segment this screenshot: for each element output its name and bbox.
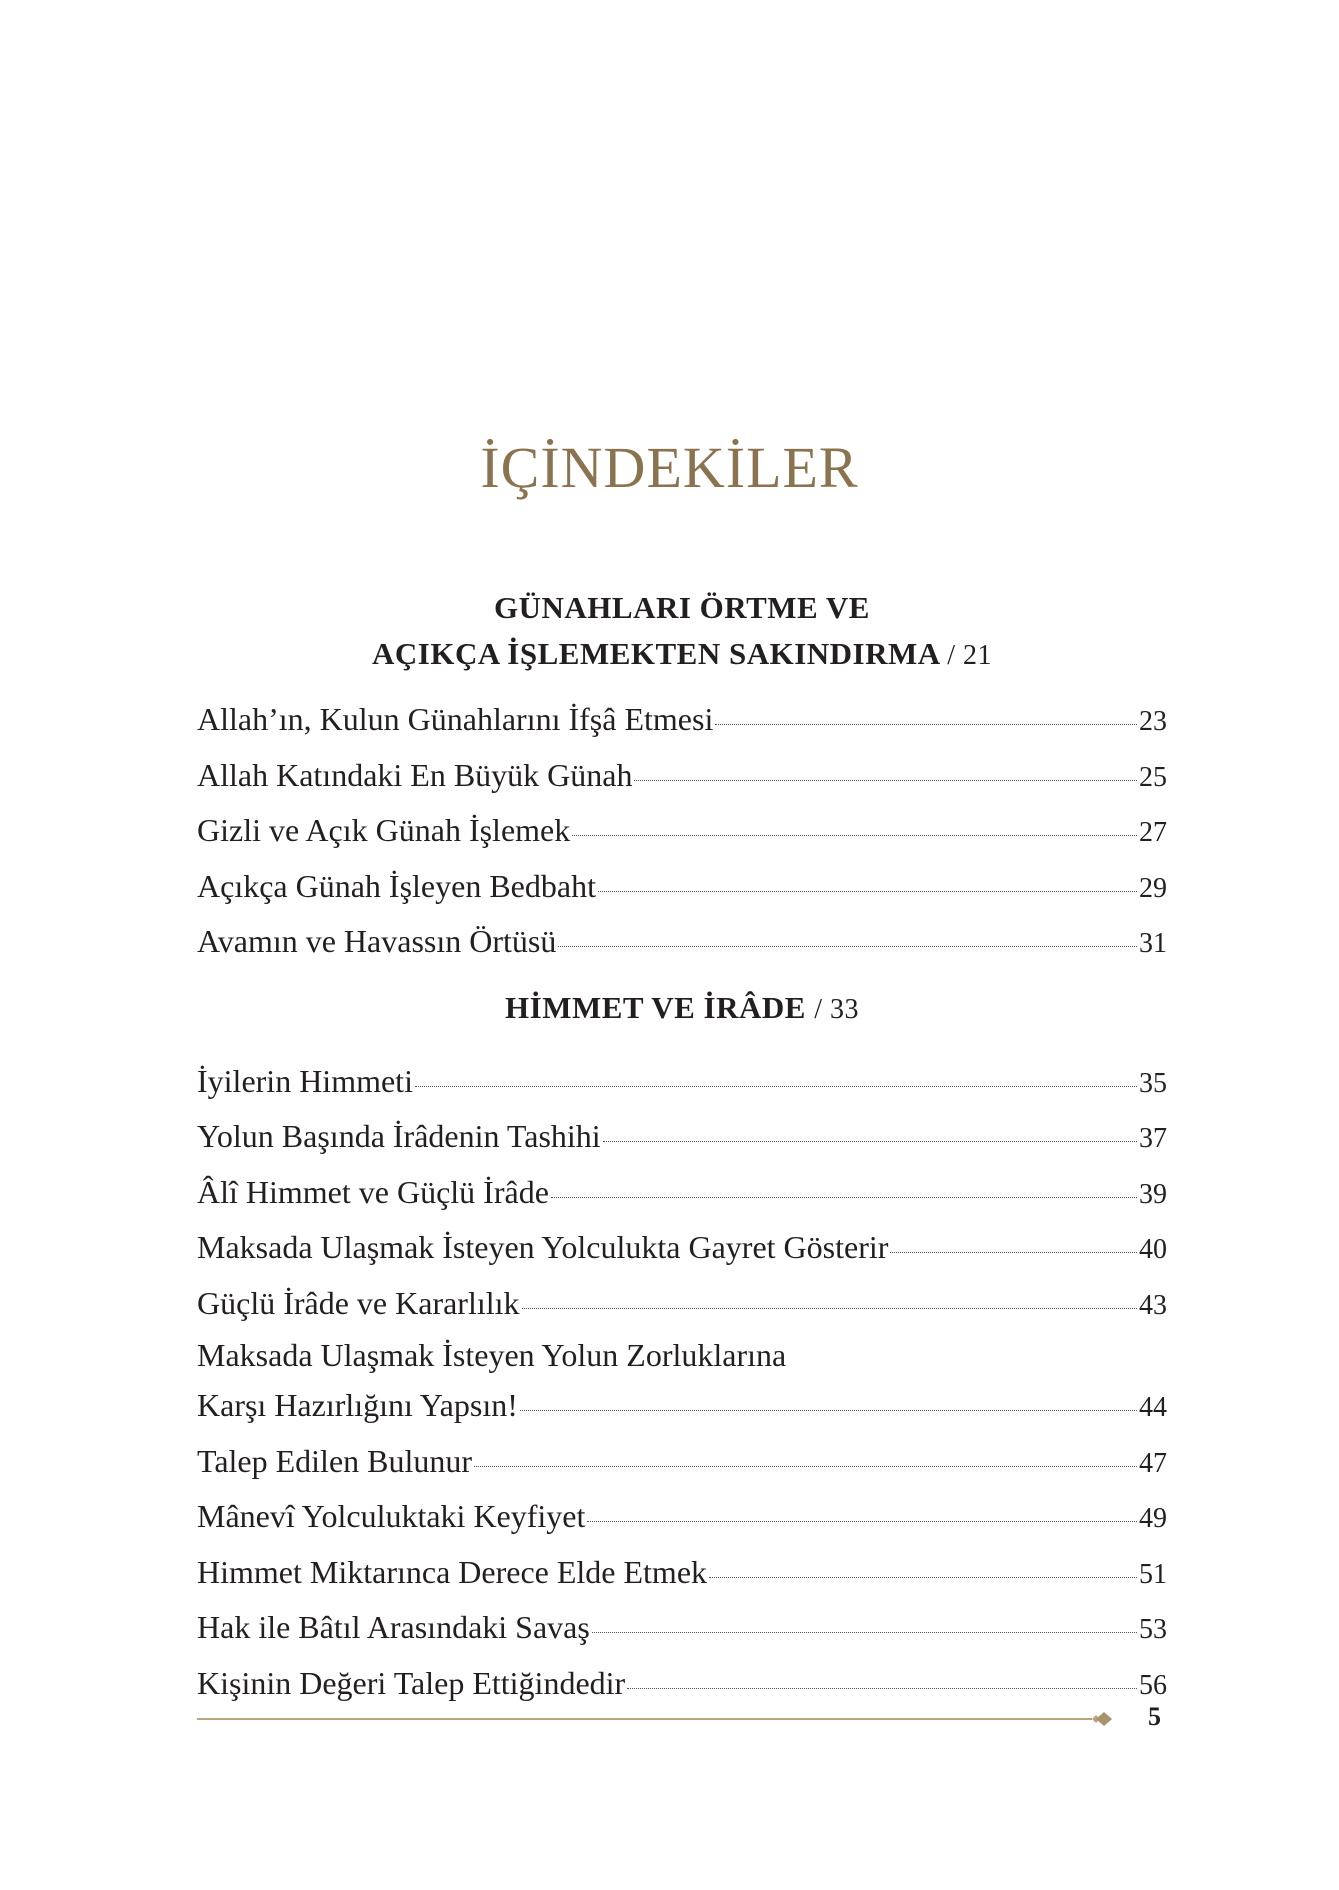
dot-leader bbox=[415, 1086, 1137, 1087]
toc-entry-title: Güçlü İrâde ve Kararlılık bbox=[197, 1284, 520, 1321]
toc-entry[interactable] bbox=[197, 804, 1167, 860]
toc-entry[interactable] bbox=[197, 1110, 1167, 1166]
toc-entry-title: Allah Katındaki En Büyük Günah bbox=[197, 756, 633, 793]
dot-leader bbox=[890, 1252, 1137, 1253]
toc-entry[interactable] bbox=[197, 1601, 1167, 1657]
toc-entry-title-line1: Maksada Ulaşmak İsteyen Yolun Zorluklarına bbox=[197, 1337, 787, 1373]
toc-entry[interactable] bbox=[197, 1055, 1167, 1111]
dot-leader bbox=[603, 1141, 1137, 1142]
toc-entry[interactable] bbox=[197, 1277, 1167, 1333]
toc-entry-page: 27 bbox=[1139, 817, 1167, 848]
section-page-ref: / 33 bbox=[814, 993, 859, 1025]
toc-entry-title: Allah’ın, Kulun Günahlarını İfşâ Etmesi bbox=[197, 701, 714, 737]
toc-entry-page: 37 bbox=[1139, 1123, 1167, 1154]
toc-entry-page: 47 bbox=[1139, 1447, 1167, 1479]
dot-leader bbox=[551, 1197, 1137, 1198]
toc-entry-title: Gizli ve Açık Günah İşlemek bbox=[197, 812, 571, 848]
toc-entry-page: 39 bbox=[1139, 1178, 1167, 1210]
table-of-contents bbox=[197, 585, 1167, 1712]
toc-entry-title-line2: Karşı Hazırlığını Yapsın! bbox=[197, 1387, 518, 1423]
dot-leader bbox=[587, 1521, 1137, 1522]
toc-entry-continuation bbox=[197, 1379, 1167, 1435]
toc-entry[interactable] bbox=[197, 915, 1167, 971]
toc-entry[interactable] bbox=[197, 860, 1167, 916]
toc-entry-page: 43 bbox=[1139, 1289, 1167, 1321]
page-number: 5 bbox=[1148, 1702, 1161, 1731]
toc-entry-title: Himmet Miktarınca Derece Elde Etmek bbox=[197, 1553, 708, 1590]
section-heading-line1: GÜNAHLARI ÖRTME VE bbox=[494, 590, 870, 625]
dot-leader bbox=[572, 835, 1137, 836]
toc-entry[interactable] bbox=[197, 693, 1167, 749]
footer-rule bbox=[197, 1718, 1092, 1720]
toc-entry-title: İyilerin Himmeti bbox=[197, 1062, 413, 1099]
toc-entry-title: Maksada Ulaşmak İsteyen Yolculukta Gayret Gösterir bbox=[197, 1229, 889, 1265]
section-heading-himmet bbox=[197, 985, 1167, 1033]
dot-leader bbox=[634, 780, 1137, 781]
toc-entry[interactable] bbox=[197, 1166, 1167, 1222]
dot-leader bbox=[558, 946, 1137, 947]
dot-leader bbox=[474, 1466, 1137, 1467]
toc-entry-title: Talep Edilen Bulunur bbox=[197, 1442, 473, 1479]
toc-entry[interactable] bbox=[197, 1221, 1167, 1277]
dot-leader bbox=[522, 1308, 1137, 1309]
toc-entry-title: Açıkça Günah İşleyen Bedbaht bbox=[197, 867, 596, 904]
toc-entry-page: 35 bbox=[1139, 1067, 1167, 1099]
section-heading-line2-wrap bbox=[197, 631, 1167, 679]
toc-entry-page: 29 bbox=[1139, 872, 1167, 904]
toc-entry-title: Yolun Başında İrâdenin Tashihi bbox=[197, 1118, 601, 1154]
toc-entry-title: Hak ile Bâtıl Arasındaki Savaş bbox=[197, 1609, 590, 1645]
section-heading-gunahlari bbox=[197, 585, 1167, 679]
dot-leader bbox=[520, 1410, 1137, 1411]
section-heading-line-wrap bbox=[197, 985, 1167, 1033]
toc-entry-page: 44 bbox=[1139, 1392, 1167, 1423]
section-page-ref: / 21 bbox=[947, 640, 992, 671]
toc-entry-title: Avamın ve Havassın Örtüsü bbox=[197, 923, 557, 959]
toc-entry-page: 25 bbox=[1139, 761, 1167, 793]
toc-entry-page: 23 bbox=[1139, 706, 1167, 737]
toc-entry-page: 40 bbox=[1139, 1234, 1167, 1265]
toc-entry-title: Kişinin Değeri Talep Ettiğindedir bbox=[197, 1664, 626, 1701]
toc-entry[interactable] bbox=[197, 1490, 1167, 1546]
toc-entry-page: 51 bbox=[1139, 1558, 1167, 1590]
toc-entry-page: 53 bbox=[1139, 1614, 1167, 1645]
toc-entry[interactable] bbox=[197, 1657, 1167, 1713]
section-heading-text: HİMMET VE İRÂDE bbox=[505, 989, 806, 1025]
toc-entry-two-line[interactable] bbox=[197, 1332, 1167, 1435]
dot-leader bbox=[627, 1688, 1137, 1689]
toc-entry-page: 31 bbox=[1139, 928, 1167, 959]
toc-entry[interactable] bbox=[197, 1546, 1167, 1602]
toc-entry[interactable] bbox=[197, 749, 1167, 805]
dot-leader bbox=[598, 891, 1137, 892]
toc-entry-page: 56 bbox=[1139, 1669, 1167, 1701]
toc-entry[interactable] bbox=[197, 1435, 1167, 1491]
dot-leader bbox=[592, 1632, 1137, 1633]
toc-entry-title: Mânevî Yolculuktaki Keyfiyet bbox=[197, 1498, 586, 1534]
toc-entry-title: Âlî Himmet ve Güçlü İrâde bbox=[197, 1173, 549, 1210]
diamond-ornament-icon bbox=[1082, 1709, 1114, 1729]
dot-leader bbox=[715, 724, 1137, 725]
section-heading-line2: AÇIKÇA İŞLEMEKTEN SAKINDIRMA bbox=[372, 636, 939, 671]
toc-entry-page: 49 bbox=[1139, 1503, 1167, 1534]
page-title: İÇİNDEKİLER bbox=[480, 434, 859, 500]
dot-leader bbox=[709, 1577, 1137, 1578]
